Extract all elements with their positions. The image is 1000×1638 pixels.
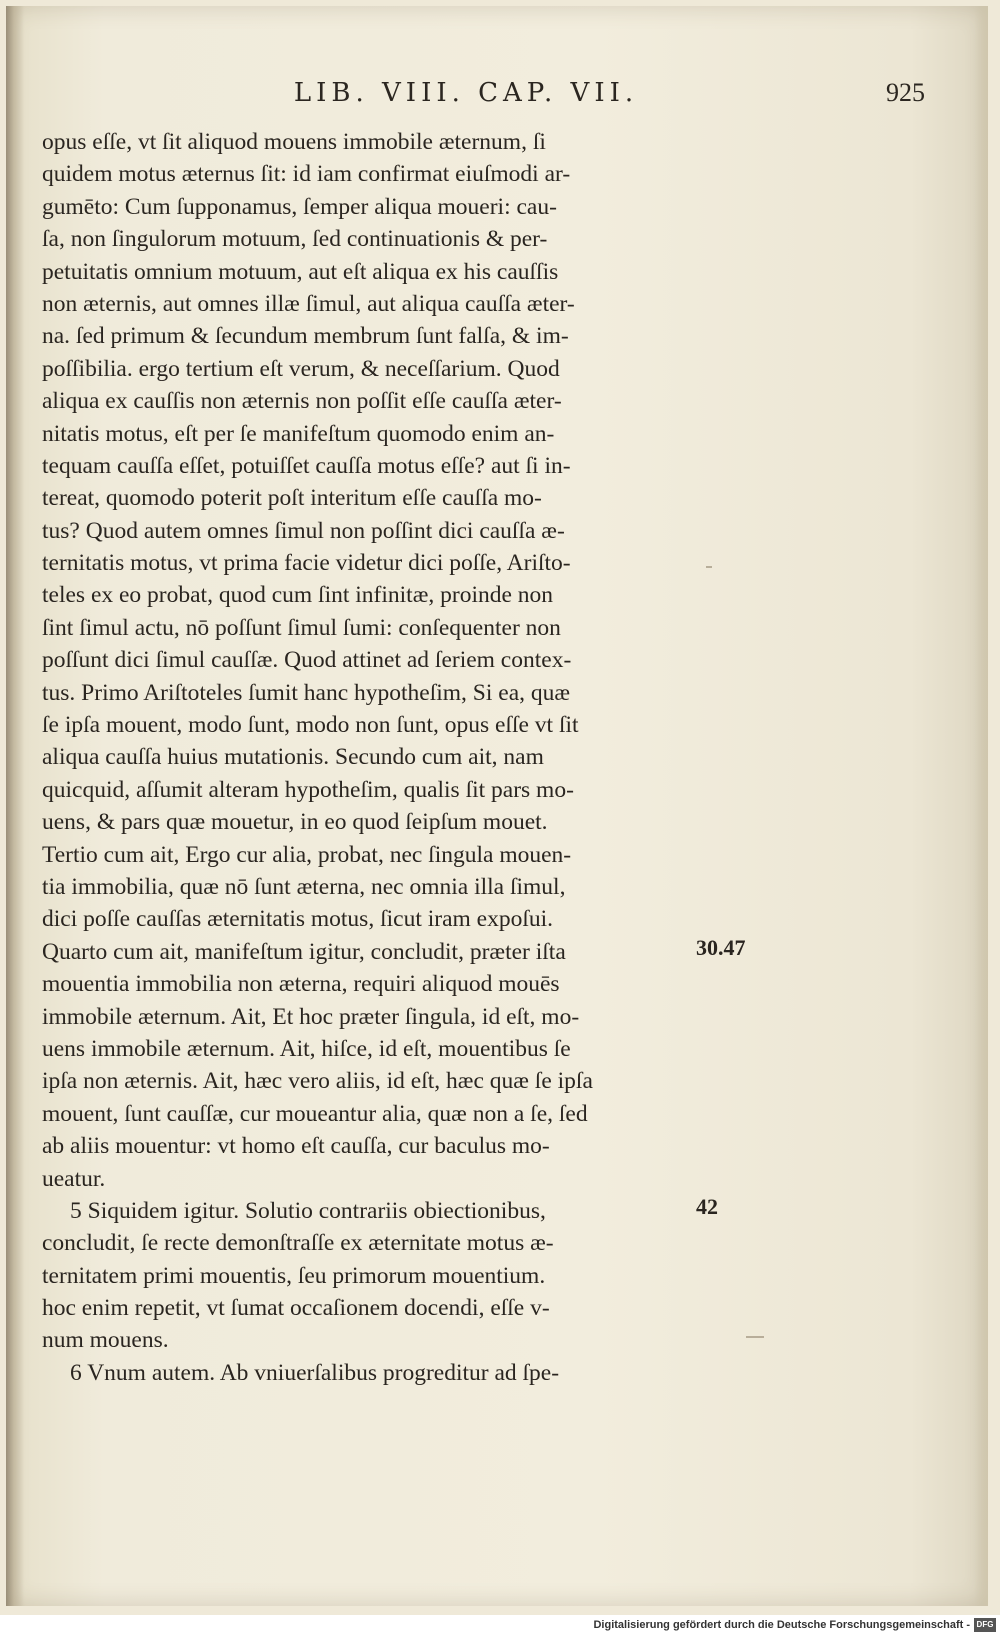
text-line: na. ſed primum & ſecundum membrum ſunt falſa, & im- [42, 323, 569, 350]
text-line: quidem motus æternus ſit: id iam confirmat eiuſmodi ar- [42, 161, 571, 188]
text-line: tequam cauſſa eſſet, potuiſſet cauſſa motus eſſe? aut ſi in- [42, 452, 571, 479]
text-line: gumēto: Cum ſupponamus, ſemper aliqua moueri: cau- [42, 193, 557, 220]
ink-mark [746, 1336, 764, 1338]
text-line: ab aliis mouentur: vt homo eſt cauſſa, cur baculus mo- [42, 1133, 550, 1160]
running-head: LIB. VIII. CAP. VII. [293, 78, 639, 108]
dfg-logo: DFG [974, 1618, 996, 1632]
text-line: tereat, quomodo poterit poſt interitum eſſe cauſſa mo- [42, 485, 542, 512]
text-line: ſe ipſa mouent, modo ſunt, modo non ſunt, opus eſſe vt ſit [42, 712, 579, 739]
text-line: ueatur. [42, 1165, 106, 1192]
body-text [42, 126, 702, 1389]
text-line: petuitatis omnium motuum, aut eſt aliqua ex his cauſſis [42, 258, 559, 285]
ink-mark [706, 566, 712, 568]
text-line: aliqua cauſſa huius mutationis. Secundo cum ait, nam [42, 744, 544, 771]
text-line: poſſunt dici ſimul cauſſæ. Quod attinet ad ſeriem contex- [42, 647, 572, 674]
text-line: opus eſſe, vt ſit aliquod mouens immobile æternum, ſi [42, 129, 546, 155]
text-line: ſa, non ſingulorum motuum, ſed continuationis & per- [42, 226, 548, 253]
text-line: aliqua ex cauſſis non æternis non poſſit eſſe cauſſa æter- [42, 388, 562, 415]
text-line: ipſa non æternis. Ait, hæc vero aliis, id eſt, hæc quæ ſe ipſa [42, 1068, 593, 1095]
text-line: mouentia immobilia non æterna, requiri aliquod mouēs [42, 971, 560, 998]
text-line: ſint ſimul actu, nō poſſunt ſimul ſumi: conſequenter non [42, 614, 561, 641]
text-line: uens immobile æternum. Ait, hiſce, id eſt, mouentibus ſe [42, 1035, 571, 1062]
text-line: uens, & pars quæ mouetur, in eo quod ſeipſum mouet. [42, 809, 548, 836]
text-line: mouent, ſunt cauſſæ, cur moueantur alia, quæ non a ſe, ſed [42, 1100, 588, 1127]
margin-note: 30.47 [696, 935, 746, 960]
text-line: dici poſſe cauſſas æternitatis motus, ſicut iram expoſui. [42, 906, 554, 933]
digitization-credit: Digitalisierung gefördert durch die Deutsche Forschungsgemeinschaft - [593, 1619, 970, 1631]
text-line: num mouens. [42, 1327, 169, 1354]
book-page [6, 6, 988, 1606]
text-line: nitatis motus, eſt per ſe manifeſtum quomodo enim an- [42, 420, 555, 447]
text-line: Tertio cum ait, Ergo cur alia, probat, nec ſingula mouen- [42, 841, 572, 868]
text-line: ternitatem primi mouentis, ſeu primorum mouentium. [42, 1262, 546, 1289]
text-line: quicquid, aſſumit alteram hypotheſim, qualis ſit pars mo- [42, 776, 574, 803]
page-edge [974, 6, 988, 1606]
text-line: tia immobilia, quæ nō ſunt æterna, nec omnia illa ſimul, [42, 873, 566, 900]
text-line: hoc enim repetit, vt ſumat occaſionem docendi, eſſe v- [42, 1295, 550, 1322]
text-line: immobile æternum. Ait, Et hoc præter ſingula, id eſt, mo- [42, 1003, 580, 1030]
text-line: 6 Vnum autem. Ab vniuerſalibus progreditur ad ſpe- [70, 1359, 560, 1386]
page-number: 925 [886, 78, 925, 107]
margin-note: 42 [696, 1194, 718, 1219]
text-line: tus? Quod autem omnes ſimul non poſſint dici cauſſa æ- [42, 517, 565, 544]
page-spine-shadow [6, 6, 24, 1606]
text-line: 5 Siquidem igitur. Solutio contrariis obiectionibus, [70, 1197, 546, 1224]
text-line: ternitatis motus, vt prima facie videtur dici poſſe, Ariſto- [42, 550, 571, 577]
text-line: teles ex eo probat, quod cum ſint infinitæ, proinde non [42, 582, 554, 609]
text-line: non æternis, aut omnes illæ ſimul, aut aliqua cauſſa æter- [42, 290, 575, 317]
text-line: concludit, ſe recte demonſtraſſe ex æternitate motus æ- [42, 1230, 554, 1257]
text-line: tus. Primo Ariſtoteles ſumit hanc hypotheſim, Si ea, quæ [42, 679, 571, 706]
text-line: Quarto cum ait, manifeſtum igitur, concludit, præter iſta [42, 938, 566, 965]
text-line: poſſibilia. ergo tertium eſt verum, & neceſſarium. Quod [42, 355, 560, 382]
footer-bar [0, 1615, 1000, 1638]
